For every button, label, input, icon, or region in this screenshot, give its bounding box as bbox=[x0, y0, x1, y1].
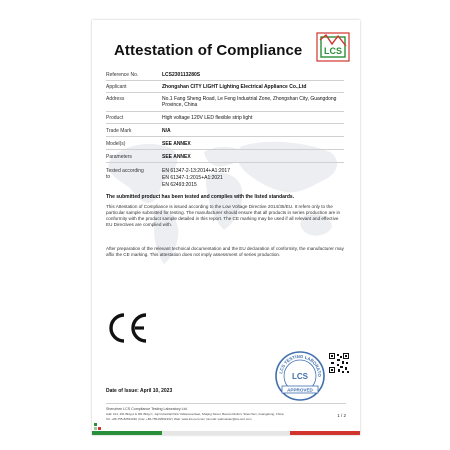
field-value: SEE ANNEX bbox=[162, 141, 191, 147]
certificate-footer bbox=[92, 403, 360, 435]
approval-stamp bbox=[274, 350, 326, 402]
field-label: Address bbox=[106, 96, 125, 102]
stamp-text: LCS TESTING LABORATO bbox=[278, 353, 323, 378]
divider bbox=[106, 92, 344, 93]
footer-line: Tel: +86-755-82591330 | Fax: +86-755-82591332 | Web: www.lcs-cert.com | E-mail: webmaster@lcs-cert.com bbox=[106, 417, 252, 421]
compliance-extra: After preparation of the relevant technical documentation and the EU declaration of conformity, the manufacturer may affix the CE marking. This attestation does not imply assessment of series production. bbox=[106, 246, 344, 257]
footer-divider bbox=[106, 403, 346, 404]
test-standard: EN 61347-2-13:2014+A1:2017 bbox=[162, 168, 230, 174]
field-value: Zhongshan CITY LIGHT Lighting Electrical Appliance Co.,Ltd bbox=[162, 84, 307, 90]
footer-stripe-red bbox=[290, 431, 360, 435]
ce-mark-icon bbox=[104, 310, 150, 346]
stamp-approved: APPROVED bbox=[287, 387, 313, 393]
stamp-center: LCS bbox=[292, 372, 308, 381]
divider bbox=[106, 162, 344, 163]
divider bbox=[106, 123, 344, 124]
footer-line: Shenzhen LCS Compliance Testing Laboratory Ltd. bbox=[106, 407, 188, 411]
footer-line: Add: 101, 201 Bldg A & 301 Bldg C, Juji Industrial Park Yabianxueziwei, Shajing Street, Bao'an District, Shenzhen, Guangdong, China bbox=[106, 412, 284, 416]
test-standard: EN 62493:2015 bbox=[162, 182, 197, 188]
divider bbox=[106, 149, 344, 150]
footer-stripe-green bbox=[92, 431, 162, 435]
field-label: Reference No. bbox=[106, 72, 139, 78]
footer-tile bbox=[94, 427, 97, 430]
field-label: Product bbox=[106, 115, 124, 121]
field-label: Tested according to bbox=[106, 168, 144, 181]
field-value: LCS230113280S bbox=[162, 72, 201, 78]
compliance-statement: The submitted product has been tested and complies with the listed standards. bbox=[106, 194, 295, 200]
divider bbox=[106, 111, 344, 112]
field-value: No.1 Fang Sheng Road, Le Feng Industrial Zone, Zhongshan City, Guangdong Province, China bbox=[162, 96, 337, 109]
test-standard: EN 61347-1:2015+A1:2021 bbox=[162, 175, 223, 181]
field-label: Model(s) bbox=[106, 141, 126, 147]
field-value: High voltage 120V LED flexible strip light bbox=[162, 115, 253, 121]
lcs-logo bbox=[316, 32, 350, 62]
qr-code-icon bbox=[328, 352, 350, 374]
field-label: Trade Mark bbox=[106, 128, 132, 134]
footer-tile bbox=[98, 427, 101, 430]
field-value: N/A bbox=[162, 128, 171, 134]
certificate-title: Attestation of Compliance bbox=[114, 42, 303, 59]
divider bbox=[106, 80, 344, 81]
logo-letters: LCS bbox=[324, 46, 342, 56]
field-value: SEE ANNEX bbox=[162, 154, 191, 160]
page-number: 1 / 2 bbox=[337, 413, 346, 418]
footer-tile bbox=[94, 423, 97, 426]
divider bbox=[106, 136, 344, 137]
certificate-sheet bbox=[92, 20, 360, 435]
field-label: Parameters bbox=[106, 154, 132, 160]
field-label: Applicant bbox=[106, 84, 127, 90]
issue-date: Date of Issue: April 10, 2023 bbox=[106, 388, 173, 394]
compliance-body: This Attestation of Compliance is issued according to the Low Voltage Directive 2014/35/EU. It refers only to the particular sample submitted for testing. The manufacturer should ensure that all products in series production are in conformity with the product sample detailed in this report. The CE marking may be used if all relevant and effective EU Directives are complied with. bbox=[106, 204, 341, 227]
